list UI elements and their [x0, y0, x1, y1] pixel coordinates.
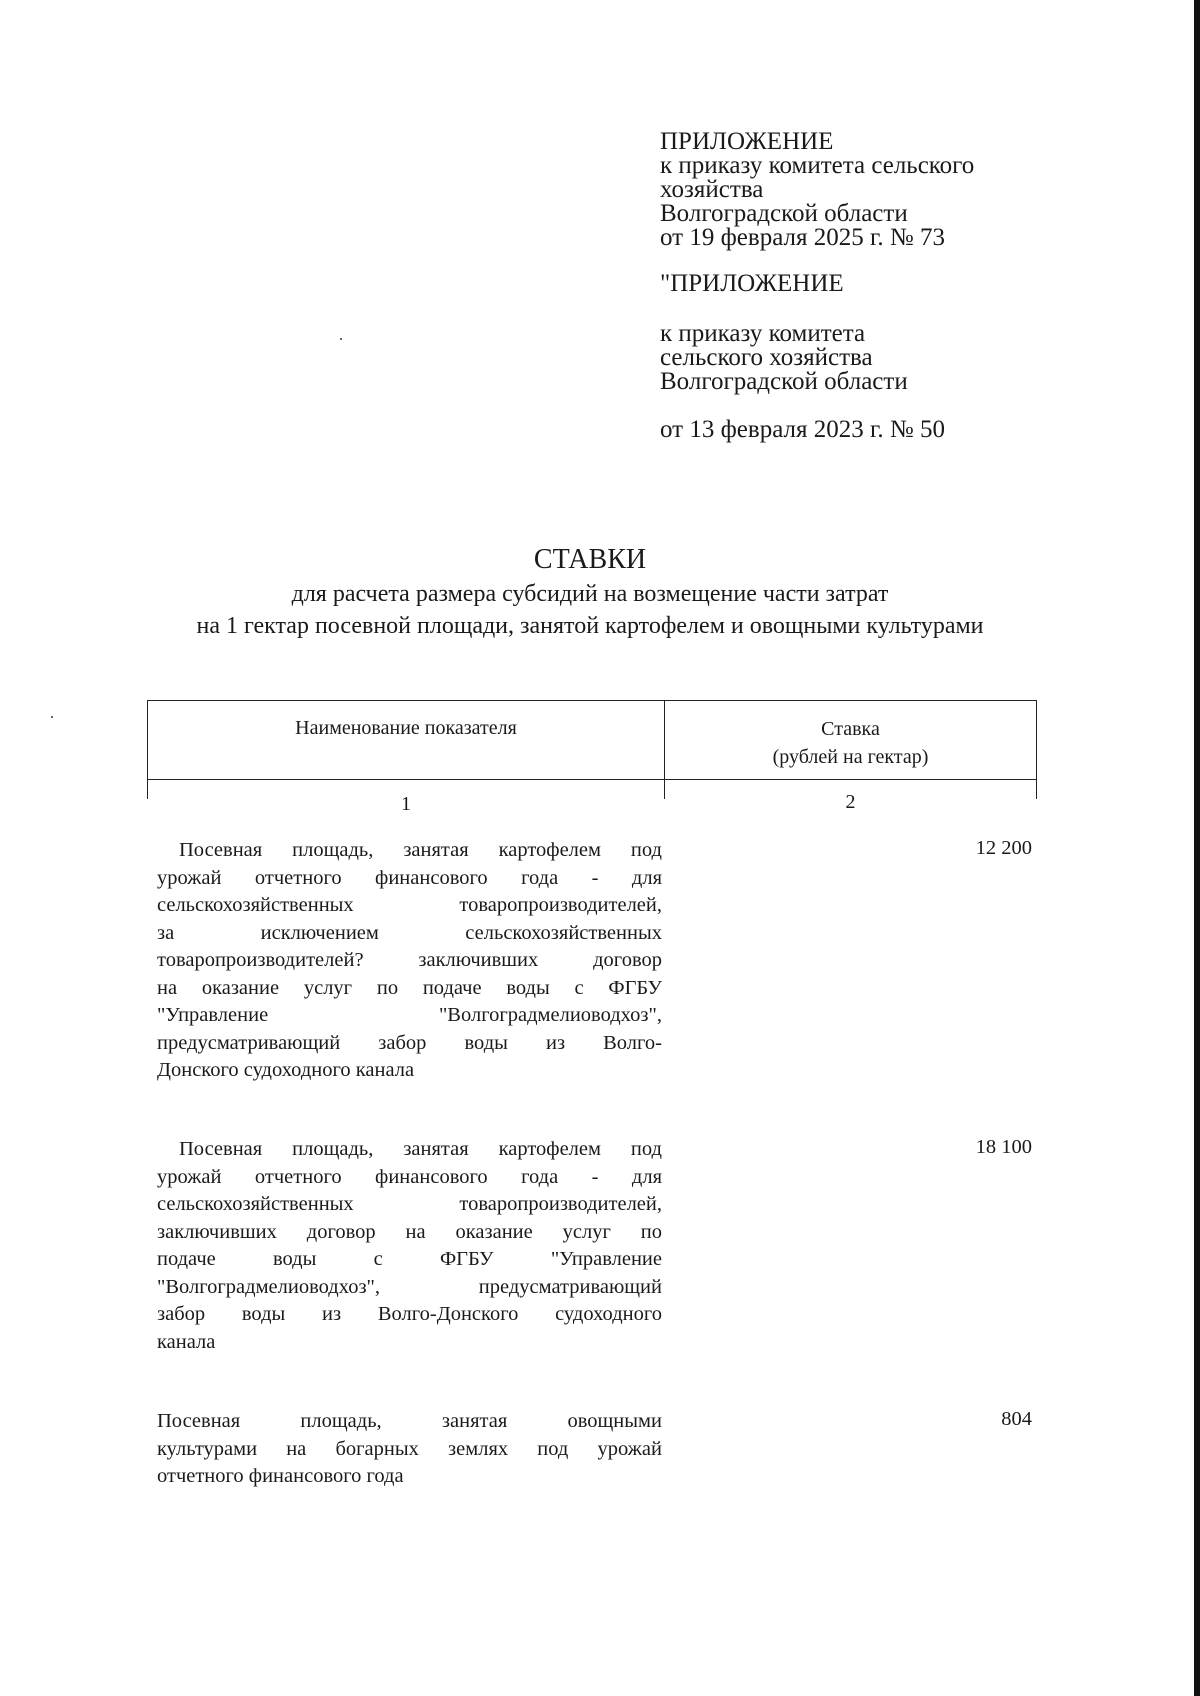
- annex-2023-line: Волгоградской области: [660, 368, 908, 395]
- row-text-line: урожай отчетного финансового года - для: [157, 866, 662, 889]
- table-row-rate: 12 200: [975, 837, 1032, 859]
- annex-2025-line: ПРИЛОЖЕНИЕ: [660, 128, 834, 155]
- document-title: СТАВКИ: [533, 544, 647, 575]
- row-text-line: сельскохозяйственных товаропроизводителей,: [157, 894, 662, 916]
- table-row-indicator: [157, 1408, 662, 1491]
- column-number-1: 1: [401, 793, 411, 815]
- row-text-line: забор воды из Волго-Донского судоходного: [157, 1303, 662, 1325]
- subtitle-line: на 1 гектар посевной площади, занятой картофелем и овощными культурами: [196, 613, 984, 639]
- table-header-divider: [148, 779, 1036, 780]
- annex-2023-date: [660, 418, 945, 442]
- header-rate: [665, 715, 1036, 771]
- annex-2025-line: от 19 февраля 2025 г. № 73: [660, 224, 946, 251]
- header-indicator-name: Наименование показателя: [295, 717, 517, 739]
- annex-2023-heading: [660, 272, 844, 296]
- scan-edge: [1194, 0, 1200, 1696]
- row-text-line: урожай отчетного финансового года - для: [157, 1165, 662, 1188]
- annex-2025-line: к приказу комитета сельского: [660, 152, 975, 179]
- annex-2025-line: хозяйства: [660, 176, 764, 203]
- annex-2023-line: сельского хозяйства: [660, 344, 873, 371]
- header-rate-line: Ставка: [821, 718, 880, 740]
- row-text-line: отчетного финансового года: [157, 1465, 404, 1487]
- row-text-line: культурами на богарных землях под урожай: [157, 1437, 662, 1460]
- table-row-rate: 18 100: [975, 1136, 1032, 1158]
- annex-2023-heading-text: "ПРИЛОЖЕНИЕ: [660, 270, 844, 297]
- rates-table-header: [147, 700, 1037, 815]
- scan-speck: [340, 338, 342, 340]
- table-row-indicator: [157, 1136, 662, 1356]
- row-text-line: заключивших договор на оказание услуг по: [157, 1220, 662, 1243]
- row-text-line: канала: [157, 1330, 216, 1353]
- row-text-line: на оказание услуг по подаче воды с ФГБУ: [157, 976, 662, 999]
- row-text-line: товаропроизводителей? заключивших договор: [157, 949, 662, 971]
- annex-2023-date-text: от 13 февраля 2023 г. № 50: [660, 416, 946, 443]
- row-text-line: Посевная площадь, занятая картофелем под: [179, 1138, 662, 1160]
- scan-speck: [51, 716, 53, 718]
- table-row-rate: 804: [1001, 1408, 1032, 1430]
- row-text-line: за исключением сельскохозяйственных: [157, 921, 662, 944]
- subtitle-line: для расчета размера субсидий на возмещение части затрат: [291, 581, 889, 607]
- row-text-line: предусматривающий забор воды из Волго-: [157, 1031, 662, 1054]
- table-row-indicator: [157, 837, 662, 1085]
- document-subtitle: [0, 578, 1180, 642]
- annex-2023-line: к приказу комитета: [660, 320, 866, 347]
- row-text-line: Посевная площадь, занятая картофелем под: [179, 839, 662, 861]
- annex-2023-block: [660, 322, 908, 394]
- header-rate-line: (рублей на гектар): [772, 746, 929, 768]
- row-text-line: "Управление "Волгоградмелиоводхоз",: [157, 1004, 662, 1026]
- row-text-line: Донского судоходного канала: [157, 1059, 415, 1081]
- annex-2025-block: [660, 130, 974, 250]
- row-text-line: подаче воды с ФГБУ "Управление: [157, 1248, 662, 1270]
- row-text-line: Посевная площадь, занятая овощными: [157, 1410, 662, 1432]
- row-text-line: сельскохозяйственных товаропроизводителей,: [157, 1193, 662, 1215]
- column-number-2: 2: [845, 791, 856, 813]
- annex-2025-line: Волгоградской области: [660, 200, 908, 227]
- row-text-line: "Волгоградмелиоводхоз", предусматривающий: [157, 1275, 662, 1298]
